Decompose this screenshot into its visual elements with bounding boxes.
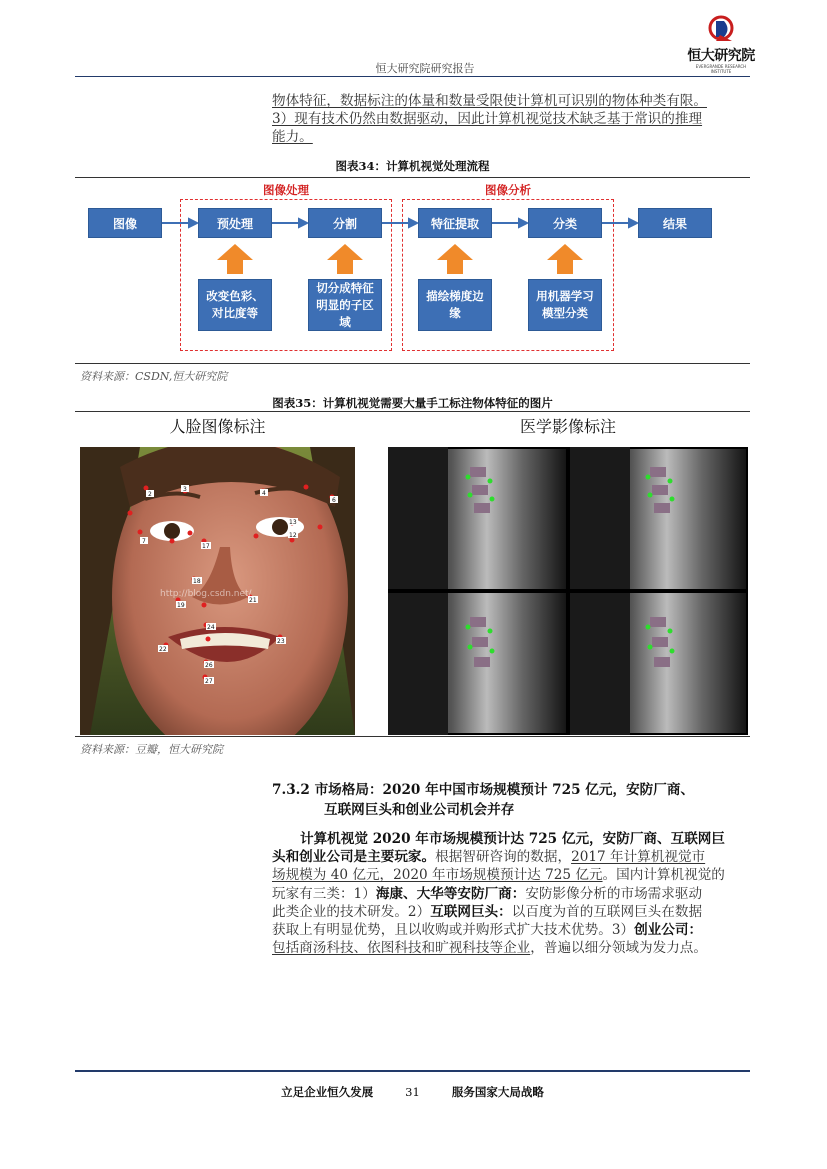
svg-text:27: 27: [205, 678, 213, 685]
para-text-7: ，普遍以细分领域为发力点。: [530, 940, 707, 957]
svg-text:17: 17: [202, 543, 210, 550]
region-label-image-analysis: 图像分析: [485, 183, 531, 197]
figure35-title: 图表35：计算机视觉需要大量手工标注物体特征的图片: [272, 396, 553, 410]
svg-text:4: 4: [262, 490, 266, 497]
section-heading: [272, 780, 752, 820]
image-watermark: http://blog.csdn.net/: [160, 589, 252, 599]
figure34-bottom-rule: [75, 363, 750, 364]
svg-text:2: 2: [148, 491, 152, 498]
para-underline-3: 场规模为 40 亿元，2020 年市场规模预计达 725 亿元: [272, 867, 603, 884]
page-number: 31: [405, 1085, 420, 1099]
svg-text:26: 26: [205, 662, 213, 669]
intro-line-3: 能力。: [272, 129, 313, 145]
footer-divider: [75, 1070, 750, 1072]
para-underline-2: 2017 年计算机视觉市: [571, 849, 706, 866]
para-text-4c: 安防影像分析的市场需求驱动: [525, 885, 703, 902]
svg-text:7: 7: [142, 538, 146, 545]
market-paragraph: [272, 830, 752, 957]
logo-name: 恒大研究院: [687, 48, 755, 64]
svg-text:12: 12: [289, 532, 297, 539]
intro-line-2: 3）现有技术仍然由数据驱动，因此计算机视觉技术缺乏基于常识的推理: [272, 111, 703, 127]
svg-text:21: 21: [249, 597, 257, 604]
flow-arrows: [0, 0, 827, 400]
face-annotation-label: 人脸图像标注: [169, 417, 266, 436]
para-bold-5: 互联网巨头：: [430, 903, 512, 920]
sub-box-gradient-edges: 描绘梯度边缘: [418, 279, 492, 331]
footer-slogan-right: 服务国家大局战略: [451, 1085, 544, 1099]
flow-box-preprocess: 预处理: [198, 208, 272, 238]
intro-line-1: 物体特征，数据标注的体量和数量受限使计算机可识别的物体种类有限。: [272, 93, 707, 109]
para-bold-6: 创业公司：: [634, 922, 703, 939]
figure35-bottom-rule: [75, 736, 750, 737]
sub-box-ml-classify: 用机器学习模型分类: [528, 279, 602, 331]
region-label-image-processing: 图像处理: [263, 183, 309, 197]
svg-text:18: 18: [193, 578, 201, 585]
arrow-up-2: [327, 244, 363, 274]
flow-box-segment: 分割: [308, 208, 382, 238]
flow-box-image: 图像: [88, 208, 162, 238]
svg-text:3: 3: [183, 486, 187, 493]
figure34-title: 图表34：计算机视觉处理流程: [335, 159, 490, 173]
figure35-source: 资料来源：豆瓣，恒大研究院: [80, 743, 223, 756]
para-bold-1: 计算机视觉 2020 年市场规模预计达 725 亿元，安防厂商、互联网巨: [300, 831, 725, 847]
medical-annotation-label: 医学影像标注: [519, 417, 616, 436]
footer-slogan-left: 立足企业恒久发展: [281, 1085, 374, 1099]
logo-english-name: EVERGRANDE RESEARCH INSTITUTE: [695, 64, 747, 74]
sub-box-color-contrast: 改变色彩、对比度等: [198, 279, 272, 331]
para-text-5: 此类企业的技术研发。2）: [272, 903, 431, 920]
para-bold-2: 头和创业公司是主要玩家。: [272, 849, 436, 866]
svg-text:6: 6: [332, 497, 336, 504]
para-text-3: 。国内计算机视觉的: [602, 867, 725, 884]
para-text-2: 根据智研咨询的数据，: [435, 849, 572, 866]
para-text-5c: 以百度为首的互联网巨头在数据: [511, 903, 703, 920]
sub-box-split-regions: 切分成特征明显的子区域: [308, 279, 382, 331]
arrow-up-1: [217, 244, 253, 274]
arrow-up-3: [437, 244, 473, 274]
svg-text:24: 24: [207, 624, 215, 631]
para-bold-4: 海康、大华等安防厂商：: [375, 885, 526, 902]
flow-box-classify: 分类: [528, 208, 602, 238]
svg-text:22: 22: [159, 646, 167, 653]
section-heading-line-1: 7.3.2 市场格局：2020 年中国市场规模预计 725 亿元，安防厂商、: [272, 782, 695, 798]
figure34-source: 资料来源：CSDN,恒大研究院: [80, 370, 228, 383]
svg-text:19: 19: [177, 602, 185, 609]
para-text-6: 获取上有明显优势，且以收购或并购形式扩大技术优势。3）: [272, 922, 635, 939]
flow-box-result: 结果: [638, 208, 712, 238]
section-heading-line-2: 互联网巨头和创业公司机会并存: [324, 802, 515, 818]
medical-annotation-image: [388, 447, 748, 735]
svg-text:13: 13: [289, 519, 297, 526]
arrow-up-4: [547, 244, 583, 274]
footer: [75, 1084, 750, 1100]
header-title: 恒大研究院研究报告: [375, 62, 475, 75]
figure35-top-rule: [75, 411, 750, 412]
face-annotation-image: [80, 447, 355, 735]
para-text-4a: 玩家有三类：1）: [272, 885, 376, 902]
svg-text:23: 23: [277, 638, 285, 645]
flow-box-feature-extract: 特征提取: [418, 208, 492, 238]
para-underline-7: 包括商汤科技、依图科技和旷视科技等企业: [272, 940, 531, 957]
